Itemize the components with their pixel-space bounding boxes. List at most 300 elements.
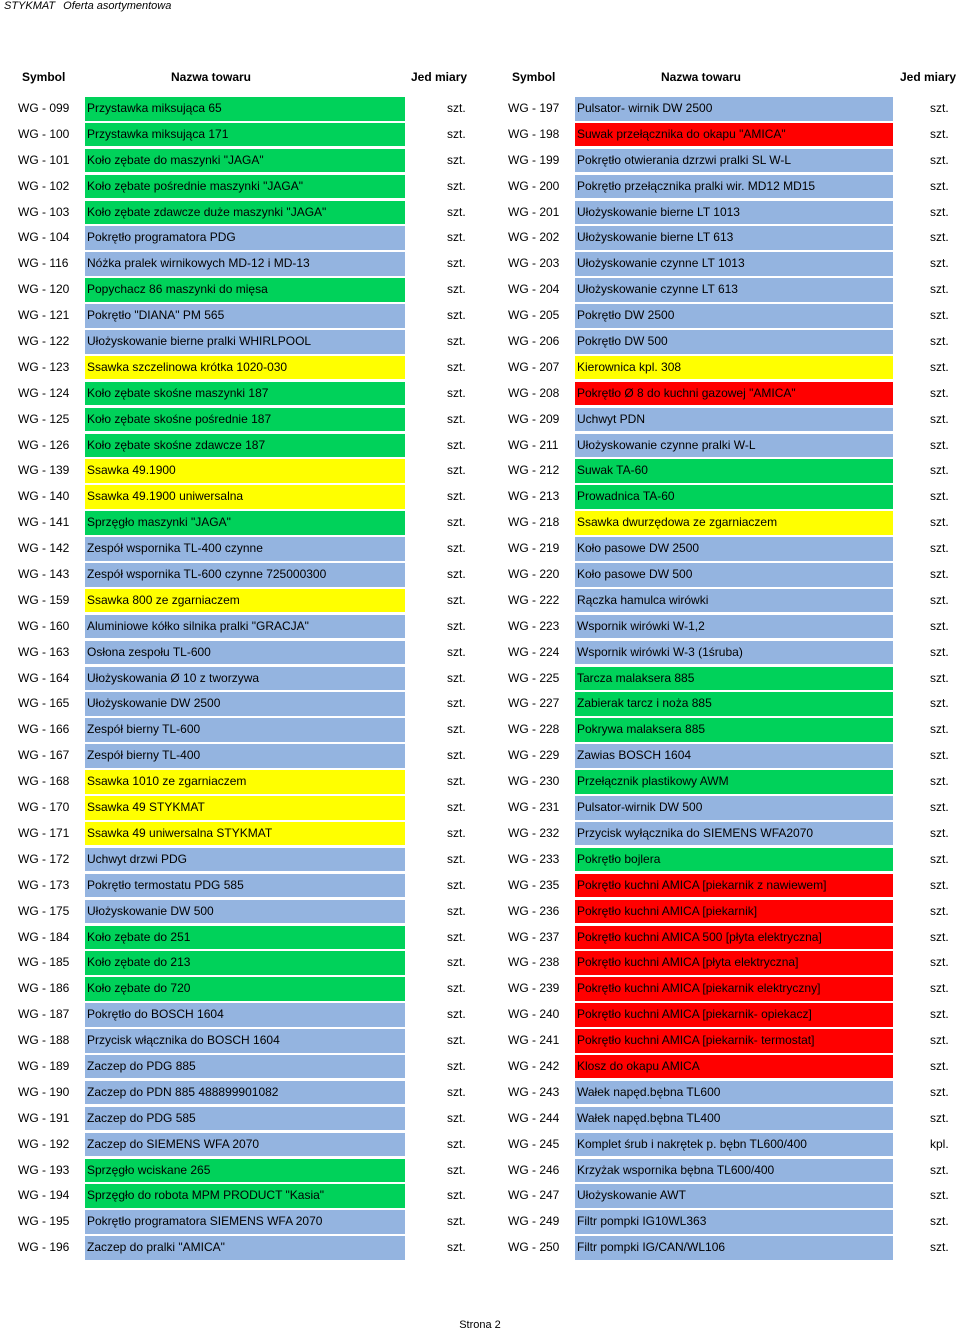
right-name-cell: Pokrętło kuchni AMICA [płyta elektryczna]	[575, 951, 893, 975]
left-name-cell: Ułożyskowanie bierne pralki WHIRLPOOL	[85, 330, 405, 354]
product-table	[0, 96, 960, 1261]
right-symbol-cell: WG - 235	[508, 877, 560, 892]
table-row	[0, 821, 960, 847]
table-row	[0, 1028, 960, 1054]
right-symbol-cell: WG - 223	[508, 618, 560, 633]
table-row	[0, 666, 960, 692]
right-name-cell: Pokrętło kuchni AMICA 500 [płyta elektryczna]	[575, 926, 893, 950]
left-unit-cell: szt.	[447, 515, 466, 530]
table-row	[0, 122, 960, 148]
table-row	[0, 484, 960, 510]
left-symbol-cell: WG - 143	[18, 567, 70, 582]
right-name-cell: Ułożyskowanie AWT	[575, 1184, 893, 1208]
right-unit-cell: szt.	[930, 567, 949, 582]
right-symbol-cell: WG - 249	[508, 1214, 560, 1229]
right-name-cell: Pokrywa malaksera 885	[575, 718, 893, 742]
table-row	[0, 1054, 960, 1080]
left-name-cell: Koło zębate do 251	[85, 926, 405, 950]
right-name-cell: Kierownica kpl. 308	[575, 356, 893, 380]
right-symbol-cell: WG - 220	[508, 567, 560, 582]
right-symbol-cell: WG - 212	[508, 463, 560, 478]
right-symbol-cell: WG - 205	[508, 308, 560, 323]
table-row	[0, 355, 960, 381]
left-name-cell: Zaczep do PDG 585	[85, 1107, 405, 1131]
left-name-cell: Przystawka miksująca 171	[85, 123, 405, 147]
left-name-cell: Koło zębate do 720	[85, 977, 405, 1001]
right-name-cell: Wałek napęd.bębna TL400	[575, 1107, 893, 1131]
table-row	[0, 407, 960, 433]
table-row	[0, 717, 960, 743]
left-name-cell: Koło zębate skośne pośrednie 187	[85, 408, 405, 432]
right-name-cell: Ułożyskowanie bierne LT 1013	[575, 201, 893, 225]
right-unit-cell: szt.	[930, 463, 949, 478]
right-unit-cell: szt.	[930, 1058, 949, 1073]
left-name-cell: Zespół wspornika TL-600 czynne 725000300	[85, 563, 405, 587]
right-unit-cell: szt.	[930, 774, 949, 789]
left-symbol-cell: WG - 140	[18, 489, 70, 504]
right-symbol-cell: WG - 203	[508, 256, 560, 271]
right-unit-cell: szt.	[930, 385, 949, 400]
left-name-cell: Ułożyskowania Ø 10 z tworzywa	[85, 667, 405, 691]
left-name-cell: Koło zębate do maszynki "JAGA"	[85, 149, 405, 173]
table-row	[0, 1235, 960, 1261]
left-symbol-cell: WG - 163	[18, 644, 70, 659]
left-name-cell: Ułożyskowanie DW 500	[85, 900, 405, 924]
right-name-cell: Ułożyskowanie bierne LT 613	[575, 226, 893, 250]
table-row	[0, 1002, 960, 1028]
left-name-cell: Koło zębate skośne maszynki 187	[85, 382, 405, 406]
left-name-cell: Ssawka 1010 ze zgarniaczem	[85, 770, 405, 794]
left-symbol-cell: WG - 104	[18, 230, 70, 245]
right-unit-cell: szt.	[930, 748, 949, 763]
right-symbol-cell: WG - 231	[508, 800, 560, 815]
right-unit-cell: szt.	[930, 489, 949, 504]
right-name-cell: Uchwyt PDN	[575, 408, 893, 432]
left-symbol-cell: WG - 139	[18, 463, 70, 478]
right-symbol-cell: WG - 242	[508, 1058, 560, 1073]
right-name-cell: Wspornik wirówki W-3 (1śruba)	[575, 641, 893, 665]
right-symbol-cell: WG - 197	[508, 101, 560, 115]
table-row	[0, 640, 960, 666]
right-name-cell: Klosz do okapu AMICA	[575, 1055, 893, 1079]
left-unit-cell: szt.	[447, 1214, 466, 1229]
right-unit-cell: szt.	[930, 1084, 949, 1099]
left-name-cell: Ssawka 49 STYKMAT	[85, 796, 405, 820]
right-unit-cell: szt.	[930, 903, 949, 918]
left-symbol-cell: WG - 192	[18, 1136, 70, 1151]
right-symbol-cell: WG - 246	[508, 1162, 560, 1177]
right-unit-cell: szt.	[930, 1110, 949, 1125]
left-unit-cell: szt.	[447, 204, 466, 219]
left-symbol-cell: WG - 116	[18, 256, 69, 271]
right-name-cell: Zawias BOSCH 1604	[575, 744, 893, 768]
right-unit-cell: szt.	[930, 851, 949, 866]
left-unit-cell: szt.	[447, 230, 466, 245]
left-unit-cell: szt.	[447, 955, 466, 970]
table-row	[0, 277, 960, 303]
left-unit-cell: szt.	[447, 463, 466, 478]
left-unit-cell: szt.	[447, 618, 466, 633]
right-symbol-cell: WG - 230	[508, 774, 560, 789]
right-symbol-cell: WG - 213	[508, 489, 560, 504]
column-header-symbol-right: Symbol	[512, 70, 556, 84]
right-symbol-cell: WG - 228	[508, 722, 560, 737]
table-row	[0, 174, 960, 200]
left-unit-cell: szt.	[447, 825, 466, 840]
right-symbol-cell: WG - 232	[508, 825, 560, 840]
right-name-cell: Pokrętło kuchni AMICA [piekarnik z nawiewem]	[575, 874, 893, 898]
left-symbol-cell: WG - 142	[18, 541, 70, 556]
right-symbol-cell: WG - 245	[508, 1136, 560, 1151]
right-unit-cell: szt.	[930, 1033, 949, 1048]
right-unit-cell: szt.	[930, 178, 949, 193]
right-symbol-cell: WG - 218	[508, 515, 560, 530]
left-unit-cell: szt.	[447, 489, 466, 504]
right-unit-cell: szt.	[930, 1240, 949, 1255]
left-name-cell: Przystawka miksująca 65	[85, 97, 405, 121]
right-symbol-cell: WG - 222	[508, 592, 560, 607]
table-row	[0, 303, 960, 329]
left-symbol-cell: WG - 100	[18, 126, 70, 141]
left-unit-cell: szt.	[447, 282, 466, 297]
right-unit-cell: szt.	[930, 1162, 949, 1177]
table-row	[0, 1209, 960, 1235]
left-name-cell: Ssawka 49 uniwersalna STYKMAT	[85, 822, 405, 846]
right-name-cell: Zabierak tarcz i noża 885	[575, 692, 893, 716]
left-symbol-cell: WG - 170	[18, 800, 70, 815]
left-name-cell: Pokrętło "DIANA" PM 565	[85, 304, 405, 328]
right-name-cell: Komplet śrub i nakrętek p. bębn TL600/400	[575, 1133, 893, 1157]
left-symbol-cell: WG - 194	[18, 1188, 70, 1203]
left-unit-cell: szt.	[447, 592, 466, 607]
table-row	[0, 588, 960, 614]
right-symbol-cell: WG - 250	[508, 1240, 560, 1255]
right-unit-cell: szt.	[930, 437, 949, 452]
left-symbol-cell: WG - 187	[18, 1007, 70, 1022]
column-header-name-right: Nazwa towaru	[661, 70, 742, 84]
left-unit-cell: szt.	[447, 851, 466, 866]
right-unit-cell: szt.	[930, 1214, 949, 1229]
right-unit-cell: szt.	[930, 592, 949, 607]
left-name-cell: Osłona zespołu TL-600	[85, 641, 405, 665]
left-symbol-cell: WG - 193	[18, 1162, 70, 1177]
left-name-cell: Koło zębate pośrednie maszynki "JAGA"	[85, 175, 405, 199]
right-unit-cell: szt.	[930, 1188, 949, 1203]
right-unit-cell: szt.	[930, 282, 949, 297]
table-row	[0, 96, 960, 122]
right-symbol-cell: WG - 227	[508, 696, 560, 711]
left-unit-cell: szt.	[447, 696, 466, 711]
right-symbol-cell: WG - 198	[508, 126, 560, 141]
right-name-cell: Pokrętło Ø 8 do kuchni gazowej "AMICA"	[575, 382, 893, 406]
brand-name: STYKMAT	[4, 0, 56, 12]
left-symbol-cell: WG - 165	[18, 696, 70, 711]
table-row	[0, 769, 960, 795]
left-unit-cell: szt.	[447, 437, 466, 452]
left-symbol-cell: WG - 126	[18, 437, 70, 452]
left-symbol-cell: WG - 186	[18, 981, 70, 996]
right-unit-cell: szt.	[930, 515, 949, 530]
right-symbol-cell: WG - 240	[508, 1007, 560, 1022]
right-name-cell: Pokrętło bojlera	[575, 848, 893, 872]
left-symbol-cell: WG - 103	[18, 204, 70, 219]
right-name-cell: Filtr pompki IG/CAN/WL106	[575, 1236, 893, 1260]
right-name-cell: Tarcza malaksera 885	[575, 667, 893, 691]
document-header	[4, 0, 179, 12]
table-row	[0, 329, 960, 355]
table-row	[0, 873, 960, 899]
left-symbol-cell: WG - 099	[18, 101, 70, 115]
left-symbol-cell: WG - 175	[18, 903, 70, 918]
right-name-cell: Pokrętło kuchni AMICA [piekarnik- termostat]	[575, 1029, 893, 1053]
right-symbol-cell: WG - 247	[508, 1188, 560, 1203]
right-unit-cell: szt.	[930, 696, 949, 711]
left-unit-cell: szt.	[447, 981, 466, 996]
table-row	[0, 691, 960, 717]
right-symbol-cell: WG - 238	[508, 955, 560, 970]
right-unit-cell: szt.	[930, 411, 949, 426]
right-symbol-cell: WG - 207	[508, 359, 560, 374]
column-header-unit-right: Jed miary	[900, 70, 957, 84]
left-symbol-cell: WG - 164	[18, 670, 70, 685]
table-row	[0, 743, 960, 769]
left-symbol-cell: WG - 101	[18, 152, 70, 167]
left-name-cell: Pokrętło termostatu PDG 585	[85, 874, 405, 898]
table-row	[0, 1132, 960, 1158]
left-unit-cell: szt.	[447, 126, 466, 141]
table-row	[0, 251, 960, 277]
left-unit-cell: szt.	[447, 1240, 466, 1255]
right-symbol-cell: WG - 206	[508, 334, 560, 349]
right-unit-cell: szt.	[930, 334, 949, 349]
right-unit-cell: szt.	[930, 308, 949, 323]
right-name-cell: Ssawka dwurzędowa ze zgarniaczem	[575, 511, 893, 535]
table-row	[0, 536, 960, 562]
left-unit-cell: szt.	[447, 256, 466, 271]
right-symbol-cell: WG - 204	[508, 282, 560, 297]
left-unit-cell: szt.	[447, 1007, 466, 1022]
right-unit-cell: szt.	[930, 644, 949, 659]
right-name-cell: Suwak przełącznika do okapu "AMICA"	[575, 123, 893, 147]
right-unit-cell: szt.	[930, 359, 949, 374]
right-name-cell: Pokrętło przełącznika pralki wir. MD12 MD15	[575, 175, 893, 199]
left-symbol-cell: WG - 171	[18, 825, 70, 840]
left-symbol-cell: WG - 190	[18, 1084, 70, 1099]
right-symbol-cell: WG - 239	[508, 981, 560, 996]
right-name-cell: Wałek napęd.bębna TL600	[575, 1081, 893, 1105]
left-symbol-cell: WG - 168	[18, 774, 70, 789]
right-name-cell: Koło pasowe DW 500	[575, 563, 893, 587]
left-symbol-cell: WG - 196	[18, 1240, 70, 1255]
left-unit-cell: szt.	[447, 800, 466, 815]
table-row	[0, 899, 960, 925]
left-name-cell: Zaczep do PDN 885 488899901082	[85, 1081, 405, 1105]
left-name-cell: Sprzęgło maszynki "JAGA"	[85, 511, 405, 535]
right-unit-cell: szt.	[930, 101, 949, 115]
right-symbol-cell: WG - 224	[508, 644, 560, 659]
table-row	[0, 433, 960, 459]
right-symbol-cell: WG - 237	[508, 929, 560, 944]
right-unit-cell: szt.	[930, 618, 949, 633]
right-name-cell: Pokrętło DW 2500	[575, 304, 893, 328]
table-row	[0, 381, 960, 407]
left-unit-cell: szt.	[447, 903, 466, 918]
right-name-cell: Rączka hamulca wirówki	[575, 589, 893, 613]
left-symbol-cell: WG - 191	[18, 1110, 70, 1125]
left-symbol-cell: WG - 188	[18, 1033, 70, 1048]
right-symbol-cell: WG - 225	[508, 670, 560, 685]
left-name-cell: Koło zębate zdawcze duże maszynki "JAGA"	[85, 201, 405, 225]
table-row	[0, 510, 960, 536]
left-symbol-cell: WG - 120	[18, 282, 70, 297]
left-name-cell: Popychacz 86 maszynki do mięsa	[85, 278, 405, 302]
left-unit-cell: szt.	[447, 308, 466, 323]
right-symbol-cell: WG - 233	[508, 851, 560, 866]
table-row	[0, 614, 960, 640]
right-unit-cell: szt.	[930, 126, 949, 141]
left-unit-cell: szt.	[447, 748, 466, 763]
left-unit-cell: szt.	[447, 1110, 466, 1125]
right-unit-cell: szt.	[930, 877, 949, 892]
left-name-cell: Ssawka 49.1900	[85, 459, 405, 483]
table-row	[0, 950, 960, 976]
left-name-cell: Uchwyt drzwi PDG	[85, 848, 405, 872]
left-symbol-cell: WG - 125	[18, 411, 70, 426]
table-row	[0, 1106, 960, 1132]
right-unit-cell: szt.	[930, 256, 949, 271]
left-unit-cell: szt.	[447, 644, 466, 659]
table-row	[0, 200, 960, 226]
right-name-cell: Pulsator- wirnik DW 2500	[575, 97, 893, 121]
right-unit-cell: szt.	[930, 1007, 949, 1022]
left-name-cell: Ułożyskowanie DW 2500	[85, 692, 405, 716]
right-name-cell: Pokrętło kuchni AMICA [piekarnik- opiekacz]	[575, 1003, 893, 1027]
left-name-cell: Pokrętło programatora SIEMENS WFA 2070	[85, 1210, 405, 1234]
right-symbol-cell: WG - 211	[508, 437, 559, 452]
right-name-cell: Pokrętło DW 500	[575, 330, 893, 354]
right-symbol-cell: WG - 201	[508, 204, 560, 219]
left-unit-cell: szt.	[447, 1084, 466, 1099]
left-name-cell: Pokrętło programatora PDG	[85, 226, 405, 250]
left-unit-cell: szt.	[447, 411, 466, 426]
right-name-cell: Koło pasowe DW 2500	[575, 537, 893, 561]
left-symbol-cell: WG - 185	[18, 955, 70, 970]
left-symbol-cell: WG - 123	[18, 359, 70, 374]
left-unit-cell: szt.	[447, 101, 466, 115]
right-symbol-cell: WG - 208	[508, 385, 560, 400]
right-name-cell: Pokrętło otwierania dzrzwi pralki SL W-L	[575, 149, 893, 173]
right-unit-cell: szt.	[930, 541, 949, 556]
table-row	[0, 562, 960, 588]
left-unit-cell: szt.	[447, 929, 466, 944]
table-row	[0, 458, 960, 484]
left-symbol-cell: WG - 195	[18, 1214, 70, 1229]
page-number: Strona 2	[459, 1319, 501, 1331]
left-symbol-cell: WG - 124	[18, 385, 70, 400]
right-unit-cell: szt.	[930, 722, 949, 737]
table-row	[0, 1158, 960, 1184]
right-unit-cell: szt.	[930, 230, 949, 245]
left-symbol-cell: WG - 159	[18, 592, 70, 607]
left-unit-cell: szt.	[447, 1058, 466, 1073]
column-header-name-left: Nazwa towaru	[171, 70, 252, 84]
left-unit-cell: szt.	[447, 385, 466, 400]
left-symbol-cell: WG - 172	[18, 851, 70, 866]
right-name-cell: Wspornik wirówki W-1,2	[575, 615, 893, 639]
column-header-unit-left: Jed miary	[411, 70, 468, 84]
left-name-cell: Zespół bierny TL-600	[85, 718, 405, 742]
left-symbol-cell: WG - 121	[18, 308, 70, 323]
right-name-cell: Prowadnica TA-60	[575, 485, 893, 509]
left-unit-cell: szt.	[447, 774, 466, 789]
table-row	[0, 1080, 960, 1106]
left-unit-cell: szt.	[447, 1033, 466, 1048]
left-symbol-cell: WG - 141	[18, 515, 70, 530]
left-symbol-cell: WG - 173	[18, 877, 70, 892]
left-symbol-cell: WG - 122	[18, 334, 70, 349]
right-unit-cell: szt.	[930, 825, 949, 840]
left-name-cell: Zaczep do PDG 885	[85, 1055, 405, 1079]
left-unit-cell: szt.	[447, 670, 466, 685]
left-symbol-cell: WG - 102	[18, 178, 70, 193]
right-name-cell: Przycisk wyłącznika do SIEMENS WFA2070	[575, 822, 893, 846]
right-name-cell: Ułożyskowanie czynne LT 613	[575, 278, 893, 302]
left-name-cell: Koło zębate do 213	[85, 951, 405, 975]
table-row	[0, 847, 960, 873]
table-row	[0, 1183, 960, 1209]
left-name-cell: Zespół wspornika TL-400 czynne	[85, 537, 405, 561]
table-row	[0, 225, 960, 251]
right-unit-cell: szt.	[930, 204, 949, 219]
left-unit-cell: szt.	[447, 877, 466, 892]
right-symbol-cell: WG - 229	[508, 748, 560, 763]
right-name-cell: Pokrętło kuchni AMICA [piekarnik]	[575, 900, 893, 924]
right-symbol-cell: WG - 202	[508, 230, 560, 245]
left-unit-cell: szt.	[447, 722, 466, 737]
right-symbol-cell: WG - 199	[508, 152, 560, 167]
left-unit-cell: szt.	[447, 541, 466, 556]
right-unit-cell: szt.	[930, 981, 949, 996]
right-unit-cell: szt.	[930, 152, 949, 167]
column-header-symbol-left: Symbol	[22, 70, 66, 84]
left-name-cell: Sprzęgło do robota MPM PRODUCT "Kasia"	[85, 1184, 405, 1208]
left-unit-cell: szt.	[447, 1136, 466, 1151]
left-name-cell: Nóżka pralek wirnikowych MD-12 i MD-13	[85, 252, 405, 276]
right-symbol-cell: WG - 209	[508, 411, 560, 426]
document-subtitle: Oferta asortymentowa	[63, 0, 172, 12]
left-name-cell: Zaczep do pralki "AMICA"	[85, 1236, 405, 1260]
left-name-cell: Zespół bierny TL-400	[85, 744, 405, 768]
right-name-cell: Pulsator-wirnik DW 500	[575, 796, 893, 820]
left-unit-cell: szt.	[447, 1188, 466, 1203]
right-name-cell: Filtr pompki IG10WL363	[575, 1210, 893, 1234]
left-unit-cell: szt.	[447, 567, 466, 582]
right-symbol-cell: WG - 241	[508, 1033, 560, 1048]
right-name-cell: Ułożyskowanie czynne pralki W-L	[575, 434, 893, 458]
right-name-cell: Ułożyskowanie czynne LT 1013	[575, 252, 893, 276]
right-symbol-cell: WG - 200	[508, 178, 560, 193]
left-name-cell: Sprzęgło wciskane 265	[85, 1159, 405, 1183]
left-name-cell: Ssawka 49.1900 uniwersalna	[85, 485, 405, 509]
left-symbol-cell: WG - 166	[18, 722, 70, 737]
right-symbol-cell: WG - 219	[508, 541, 560, 556]
right-unit-cell: szt.	[930, 929, 949, 944]
right-unit-cell: szt.	[930, 670, 949, 685]
left-unit-cell: szt.	[447, 178, 466, 193]
right-unit-cell: kpl.	[930, 1136, 949, 1151]
right-name-cell: Krzyżak wspornika bębna TL600/400	[575, 1159, 893, 1183]
left-name-cell: Koło zębate skośne zdawcze 187	[85, 434, 405, 458]
